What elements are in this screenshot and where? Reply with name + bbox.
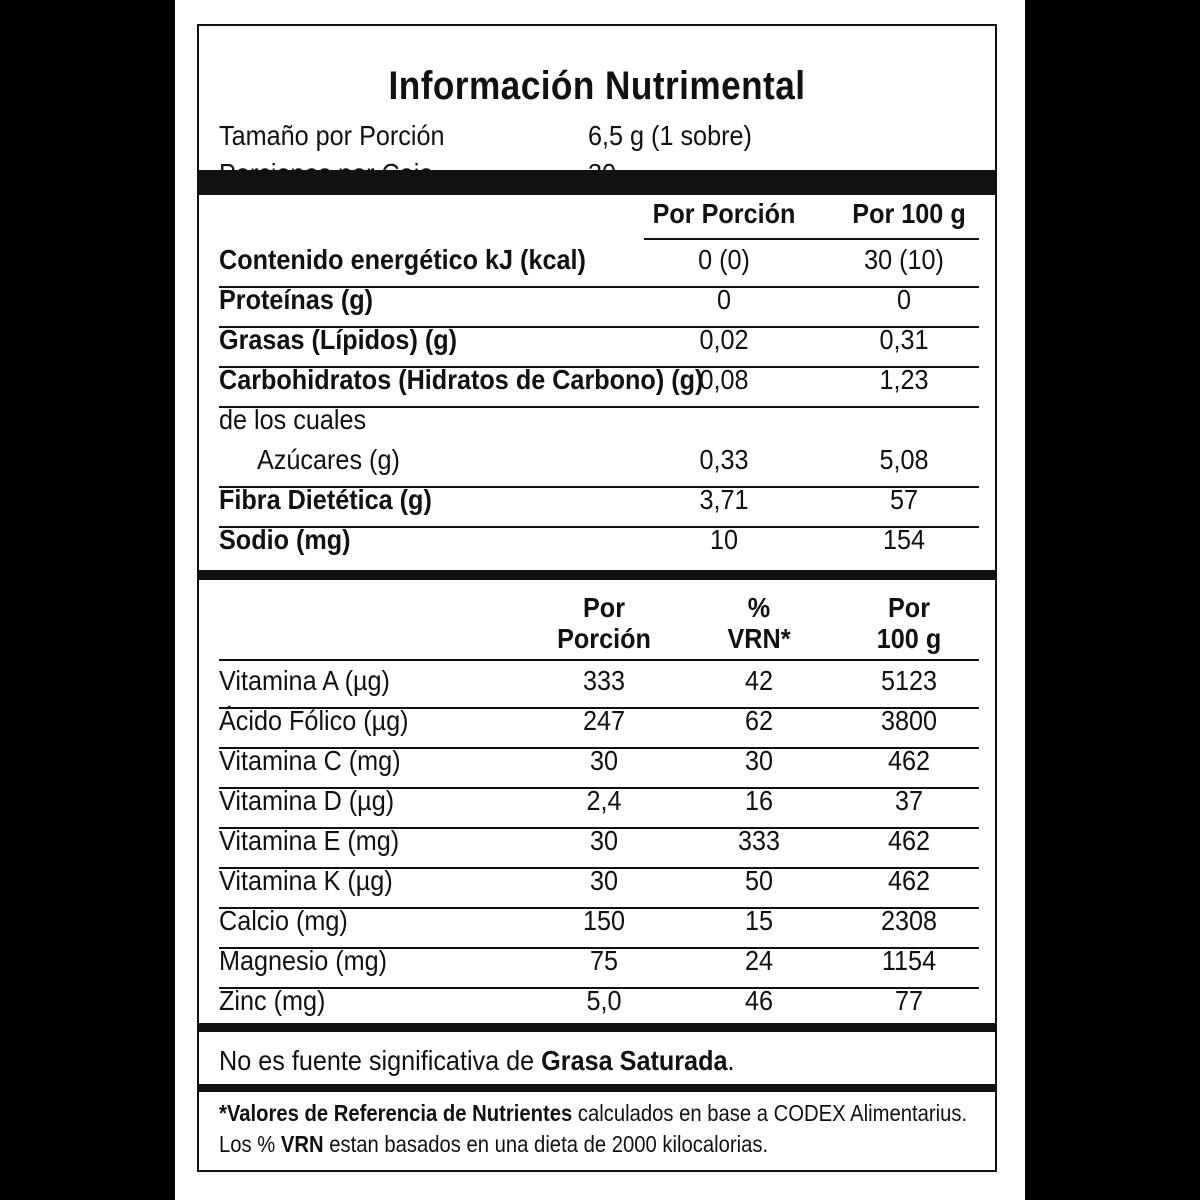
footnote-bold: *Valores de Referencia de Nutrientes (219, 1100, 573, 1126)
per-100g-value: 5,08 (879, 444, 929, 475)
row-divider (644, 238, 979, 240)
header-vrn: VRN* (727, 623, 791, 654)
header-per-serving: Por Porción (652, 198, 796, 229)
nutrient-name: de los cuales (219, 404, 367, 435)
serving-size-label: Tamaño por Porción (219, 120, 445, 151)
per-serving-value: 3,71 (699, 484, 749, 515)
per-serving-value: 75 (589, 945, 619, 976)
nutrition-facts-panel (197, 24, 997, 1172)
note-suffix: . (727, 1045, 735, 1076)
per-serving-value: 0,02 (699, 324, 749, 355)
nutrient-name: Fibra Dietética (g) (219, 484, 432, 515)
per-100g-value: 5123 (880, 665, 938, 696)
nutrient-name: Contenido energético kJ (kcal) (219, 244, 586, 275)
vrn-value: 62 (744, 705, 774, 736)
nutrient-name: Carbohidratos (Hidratos de Carbono) (g) (219, 364, 704, 395)
vrn-value: 46 (744, 985, 774, 1016)
vitamin-name: Vitamina E (mg) (219, 825, 400, 856)
vitamin-name: Calcio (mg) (219, 905, 348, 936)
header-per-100g: Por (887, 592, 931, 623)
vrn-value: 50 (744, 865, 774, 896)
per-100g-value: 154 (882, 524, 926, 555)
footnote-line-2 (219, 1131, 768, 1158)
per-serving-value: 247 (582, 705, 626, 736)
per-100g-value: 3800 (880, 705, 938, 736)
thick-divider (199, 570, 995, 580)
note-bold: Grasa Saturada (541, 1045, 728, 1076)
per-serving-value: 333 (582, 665, 626, 696)
vitamin-name: Vitamina C (mg) (219, 745, 401, 776)
per-serving-value: 0 (0) (698, 244, 750, 275)
saturated-fat-note (219, 1045, 734, 1077)
vitamin-name: Vitamina D (µg) (219, 785, 395, 816)
per-serving-value: 5,0 (586, 985, 622, 1016)
vrn-value: 15 (744, 905, 774, 936)
vrn-value: 333 (737, 825, 781, 856)
footnote-bold: VRN (280, 1131, 324, 1157)
vitamin-name: Vitamina A (µg) (219, 665, 390, 696)
per-serving-value: 0,08 (699, 364, 749, 395)
header-per-100g: 100 g (876, 623, 942, 654)
vitamin-name: Magnesio (mg) (219, 945, 388, 976)
per-serving-value: 10 (709, 524, 739, 555)
per-serving-value: 0,33 (699, 444, 749, 475)
footnote-text: estan basados en una dieta de 2000 kilocalorias. (323, 1131, 769, 1157)
per-serving-value: 30 (589, 825, 619, 856)
per-100g-value: 57 (889, 484, 919, 515)
footnote-text: calculados en base a CODEX Alimentarius. (572, 1100, 968, 1126)
per-100g-value: 1154 (881, 945, 937, 976)
per-100g-value: 0,31 (879, 324, 929, 355)
per-serving-value: 30 (589, 745, 619, 776)
per-100g-value: 1,23 (879, 364, 929, 395)
header-vrn: % (747, 592, 771, 623)
per-serving-value: 30 (589, 865, 619, 896)
nutrient-name: Azúcares (g) (257, 444, 400, 475)
header-per-100g: Por 100 g (852, 198, 966, 229)
per-100g-value: 30 (10) (864, 244, 944, 275)
header-per-serving: Por (582, 592, 626, 623)
vitamin-name: Vitamina K (µg) (219, 865, 393, 896)
nutrient-name: Grasas (Lípidos) (g) (219, 324, 458, 355)
per-serving-value: 0 (716, 284, 732, 315)
vitamin-name: Ácido Fólico (µg) (219, 705, 409, 736)
per-100g-value: 462 (887, 825, 931, 856)
header-per-serving: Porción (557, 623, 651, 654)
thick-divider (199, 1084, 995, 1092)
nutrient-name: Sodio (mg) (219, 524, 351, 555)
footnote-line-1 (219, 1100, 967, 1127)
thick-divider (199, 170, 995, 195)
vrn-value: 42 (744, 665, 774, 696)
per-serving-value: 2,4 (586, 785, 622, 816)
row-divider (219, 659, 979, 661)
nutrient-name: Proteínas (g) (219, 284, 374, 315)
footnote-text: Los % (219, 1131, 281, 1157)
per-100g-value: 462 (887, 865, 931, 896)
per-100g-value: 77 (894, 985, 924, 1016)
per-100g-value: 37 (894, 785, 924, 816)
note-prefix: No es fuente significativa de (219, 1045, 542, 1076)
vrn-value: 30 (744, 745, 774, 776)
per-100g-value: 0 (896, 284, 912, 315)
serving-size-value: 6,5 g (1 sobre) (588, 120, 752, 151)
panel-title: Información Nutrimental (388, 64, 806, 108)
vrn-value: 16 (744, 785, 774, 816)
vrn-value: 24 (744, 945, 774, 976)
per-100g-value: 462 (887, 745, 931, 776)
thick-divider (199, 1023, 995, 1032)
per-serving-value: 150 (582, 905, 626, 936)
vitamin-name: Zinc (mg) (219, 985, 326, 1016)
per-100g-value: 2308 (880, 905, 938, 936)
